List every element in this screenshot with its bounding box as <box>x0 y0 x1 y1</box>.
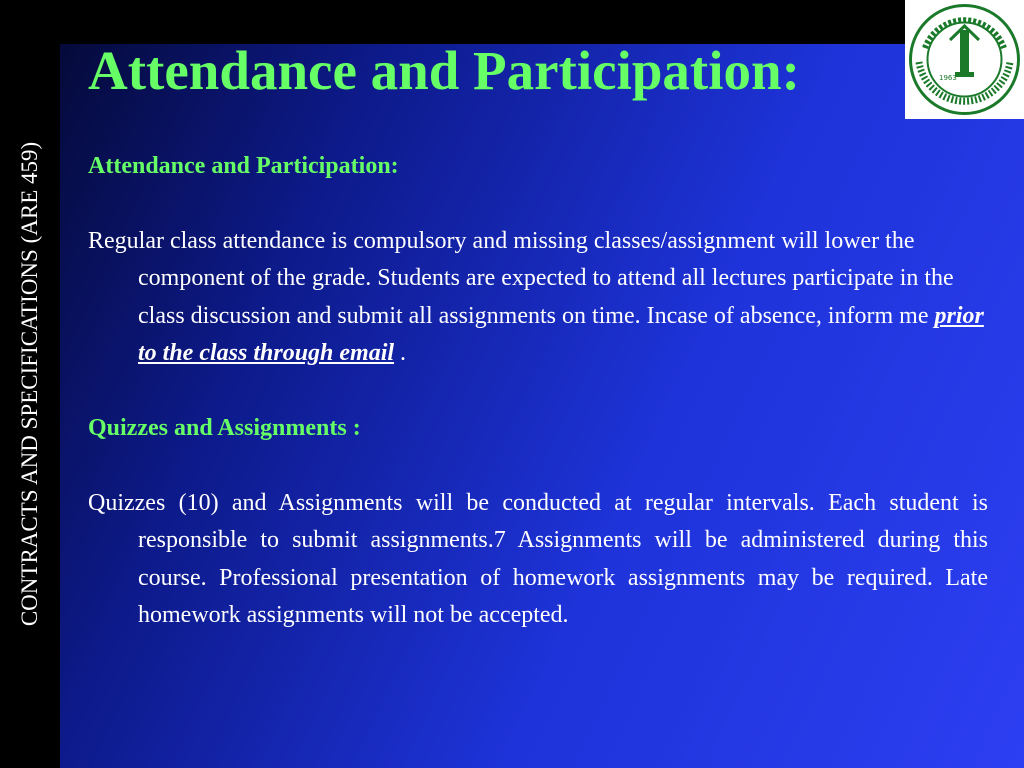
attendance-emphasis: prior to the class through email <box>138 302 984 367</box>
attendance-paragraph <box>88 223 988 373</box>
slide-title: Attendance and Participation: <box>88 40 800 101</box>
attendance-text: Regular class attendance is compulsory and missing classes/assignment will lower the component of the grade. Students are expected to attend all lectures participate in the class discussion and submit all assignments on time. Incase of absence, inform me <box>88 227 954 329</box>
attendance-end: . <box>394 340 407 367</box>
slide-content <box>88 148 988 635</box>
university-logo <box>905 0 1024 119</box>
logo-year: 1963 <box>939 74 957 82</box>
quizzes-heading: Quizzes and Assignments : <box>88 414 361 441</box>
attendance-heading: Attendance and Participation: <box>88 153 399 179</box>
quizzes-paragraph: Quizzes (10) and Assignments will be conducted at regular intervals. Each student is responsible to submit assignments.7 Assignments will be administered during this course. Professional presentation of homework assignments may be required. Late homework assignments will not be accepted. <box>88 489 988 629</box>
side-band <box>0 0 60 768</box>
kfupm-seal-icon <box>905 0 1024 119</box>
course-title: CONTRACTS AND SPECIFICATIONS (ARE 459) <box>17 141 42 627</box>
